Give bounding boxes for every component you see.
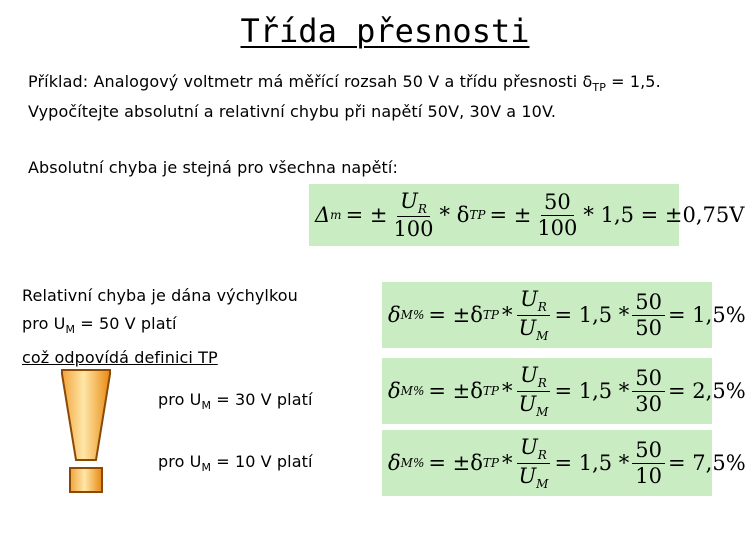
example-text [28, 70, 718, 124]
f10-lhs: δ [388, 451, 401, 475]
mult-delta-tp: * δ [439, 203, 470, 227]
f50-den: 50 [635, 315, 663, 340]
f30-den: 30 [635, 391, 663, 416]
delta-sub: m [330, 208, 342, 222]
case-10-label [158, 450, 313, 480]
f30-ur-um [515, 364, 551, 419]
f10-ur-sub: R [537, 447, 547, 462]
relative-line-2-prefix: pro U [22, 314, 66, 333]
f30-ur-sub: R [537, 375, 547, 390]
f10-ratio [632, 439, 665, 486]
f10-ur: U [520, 434, 538, 459]
example-line-1 [28, 70, 718, 100]
relative-line-2-suffix: = 50 V platí [75, 314, 177, 333]
f30-eq-sub: TP [482, 384, 499, 398]
f10-um-sub: M [536, 476, 549, 491]
page-title [0, 12, 720, 50]
case-30-prefix: pro U [158, 390, 202, 409]
f50-um: U [518, 315, 537, 340]
f50-lhs: δ [388, 303, 401, 327]
f50-lhs-sub: M% [400, 308, 425, 322]
f10-den: 10 [635, 463, 663, 488]
example-line-1-sub: TP [592, 81, 606, 95]
f30-lhs-sub: M% [400, 384, 425, 398]
f10-mid: = 1,5 * [554, 451, 630, 475]
case-30-sub: M [201, 399, 212, 413]
f30-um-sub: M [536, 404, 549, 419]
relative-formula-30 [382, 358, 746, 424]
f50-result: = 1,5% [668, 303, 746, 327]
f50-eq: = ±δ [428, 303, 483, 327]
equals-pm-2: = ± [489, 203, 532, 227]
tp-sub: TP [469, 208, 486, 222]
f30-eq: = ±δ [428, 379, 483, 403]
case-10-suffix: = 10 V platí [211, 452, 313, 471]
equals-pm-1: = ± [345, 203, 388, 227]
relative-line-1: Relativní chyba je dána výchylkou [22, 286, 298, 305]
f50-ur-sub: R [537, 299, 547, 314]
f30-mid: = 1,5 * [554, 379, 630, 403]
absolute-formula [309, 184, 745, 246]
fraction-50-100 [534, 191, 580, 238]
f30-ur: U [520, 362, 538, 387]
f30-lhs: δ [388, 379, 401, 403]
relative-line-2 [22, 310, 362, 344]
f30-num: 50 [632, 367, 665, 391]
f50-star: * [501, 303, 513, 327]
f30-ratio [632, 367, 665, 414]
f10-num: 50 [632, 439, 665, 463]
f30-result: = 2,5% [668, 379, 746, 403]
f50-eq-sub: TP [482, 308, 499, 322]
relative-line-2-sub: M [65, 323, 76, 337]
f50-ratio [632, 291, 665, 338]
f10-eq-sub: TP [482, 456, 499, 470]
absolute-heading: Absolutní chyba je stejná pro všechna napětí: [28, 158, 398, 177]
f10-star: * [501, 451, 513, 475]
den-100-b: 100 [537, 215, 578, 240]
case-30-suffix: = 30 V platí [211, 390, 313, 409]
delta-symbol: Δ [315, 203, 331, 227]
example-line-1-prefix: Příklad: Analogový voltmetr má měřící rozsah 50 V a třídu přesnosti δ [28, 72, 593, 91]
relative-formula-50 [382, 282, 746, 348]
f10-um: U [518, 463, 537, 488]
absolute-result: * 1,5 = ±0,75V [583, 203, 745, 227]
case-10-prefix: pro U [158, 452, 202, 471]
relative-text [22, 282, 362, 372]
f50-ur-um [515, 288, 551, 343]
ur-letter: U [400, 188, 418, 213]
f50-um-sub: M [536, 328, 549, 343]
fraction-ur-100 [390, 190, 436, 241]
f10-ur-um [515, 436, 551, 491]
relative-line-3: což odpovídá definici TP [22, 348, 218, 368]
case-10-sub: M [201, 461, 212, 475]
f50-num: 50 [632, 291, 665, 315]
num-50: 50 [541, 191, 574, 215]
den-100-a: 100 [393, 217, 434, 242]
f10-eq: = ±δ [428, 451, 483, 475]
f10-result: = 7,5% [668, 451, 746, 475]
ur-sub: R [417, 201, 427, 216]
f50-ur: U [520, 286, 538, 311]
case-30-label [158, 388, 313, 418]
f50-mid: = 1,5 * [554, 303, 630, 327]
f10-lhs-sub: M% [400, 456, 425, 470]
f30-um: U [518, 391, 537, 416]
example-line-1-suffix: = 1,5. [605, 72, 661, 91]
relative-formula-10 [382, 430, 746, 496]
exclamation-icon [58, 368, 114, 496]
example-line-2: Vypočítejte absolutní a relativní chybu při napětí 50V, 30V a 10V. [28, 102, 557, 122]
title-text: Třída přesnosti [240, 12, 530, 50]
f30-star: * [501, 379, 513, 403]
